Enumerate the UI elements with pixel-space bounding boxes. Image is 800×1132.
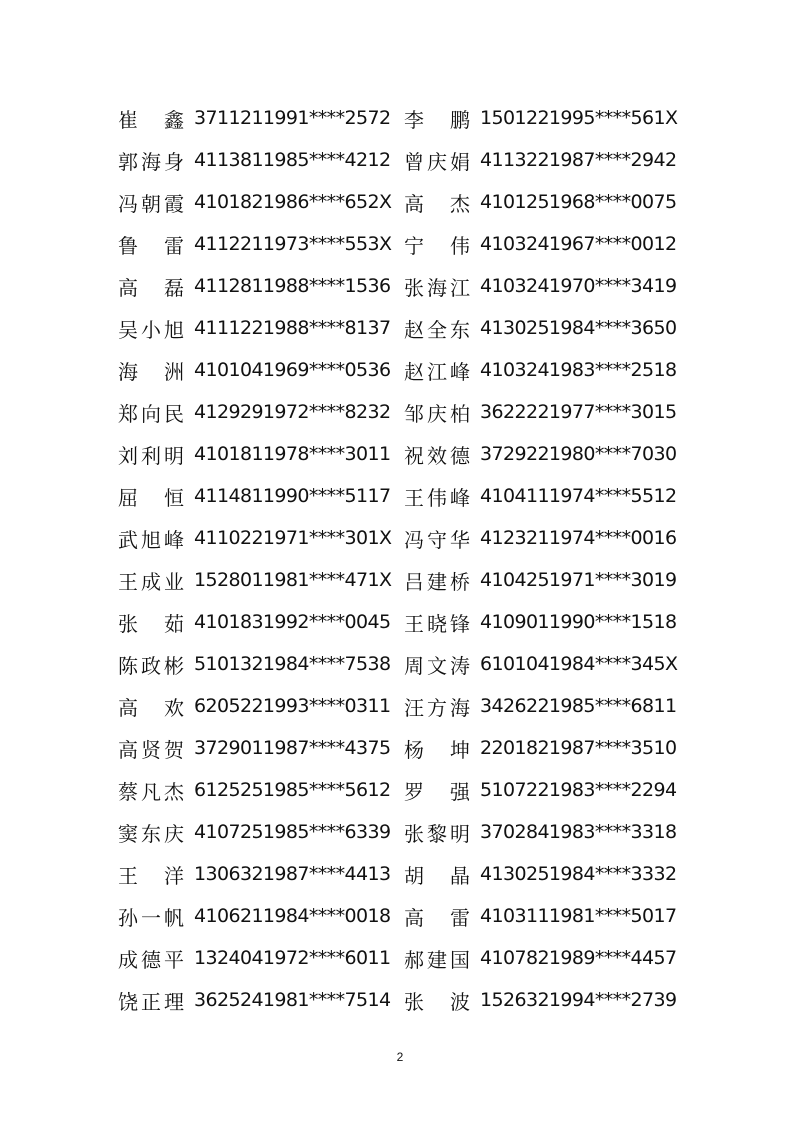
person-name: 高 雷 xyxy=(404,905,470,930)
id-number: 1306321987****4413 xyxy=(194,863,391,885)
roster-entry xyxy=(118,272,404,301)
person-name: 郝建国 xyxy=(404,947,470,972)
roster-entry xyxy=(118,944,404,973)
person-name: 张黎明 xyxy=(404,821,470,846)
person-name: 冯守华 xyxy=(404,527,470,552)
person-name: 吴小旭 xyxy=(118,317,184,342)
roster-entry xyxy=(404,230,690,259)
roster-entry xyxy=(118,230,404,259)
roster-row xyxy=(118,517,718,559)
id-number: 4103241967****0012 xyxy=(480,233,677,255)
person-name: 崔 鑫 xyxy=(118,107,184,132)
person-name: 王伟峰 xyxy=(404,485,470,510)
roster-row xyxy=(118,643,718,685)
id-number: 4101251968****0075 xyxy=(480,191,677,213)
person-name: 张 波 xyxy=(404,989,470,1014)
id-number: 5107221983****2294 xyxy=(480,779,677,801)
person-name: 海 洲 xyxy=(118,359,184,384)
roster-entry xyxy=(404,818,690,847)
person-name: 祝效德 xyxy=(404,443,470,468)
id-number: 4106211984****0018 xyxy=(194,905,391,927)
roster-list xyxy=(118,97,718,1021)
id-number: 3702841983****3318 xyxy=(480,821,677,843)
roster-entry xyxy=(404,104,690,133)
roster-entry xyxy=(118,692,404,721)
roster-row xyxy=(118,391,718,433)
page-number: 2 xyxy=(396,1050,404,1064)
id-number: 4114811990****5117 xyxy=(194,485,391,507)
id-number: 4111221988****8137 xyxy=(194,317,391,339)
id-number: 4129291972****8232 xyxy=(194,401,391,423)
roster-entry xyxy=(404,776,690,805)
person-name: 罗 强 xyxy=(404,779,470,804)
person-name: 赵江峰 xyxy=(404,359,470,384)
id-number: 2201821987****3510 xyxy=(480,737,677,759)
roster-row xyxy=(118,811,718,853)
id-number: 1528011981****471X xyxy=(194,569,392,591)
person-name: 杨 坤 xyxy=(404,737,470,762)
person-name: 冯朝霞 xyxy=(118,191,184,216)
roster-entry xyxy=(404,314,690,343)
id-number: 6125251985****5612 xyxy=(194,779,391,801)
roster-entry xyxy=(118,188,404,217)
roster-row xyxy=(118,181,718,223)
roster-row xyxy=(118,685,718,727)
roster-entry xyxy=(118,776,404,805)
roster-entry xyxy=(404,734,690,763)
roster-row xyxy=(118,853,718,895)
id-number: 4112811988****1536 xyxy=(194,275,391,297)
id-number: 4103241983****2518 xyxy=(480,359,677,381)
id-number: 1526321994****2739 xyxy=(480,989,677,1011)
roster-row xyxy=(118,559,718,601)
person-name: 王晓锋 xyxy=(404,611,470,636)
roster-entry xyxy=(404,860,690,889)
roster-entry xyxy=(118,104,404,133)
id-number: 1501221995****561X xyxy=(480,107,678,129)
person-name: 胡 晶 xyxy=(404,863,470,888)
id-number: 4130251984****3650 xyxy=(480,317,677,339)
person-name: 武旭峰 xyxy=(118,527,184,552)
person-name: 刘利明 xyxy=(118,443,184,468)
id-number: 4101041969****0536 xyxy=(194,359,391,381)
person-name: 曾庆娟 xyxy=(404,149,470,174)
roster-entry xyxy=(404,272,690,301)
person-name: 汪方海 xyxy=(404,695,470,720)
roster-row xyxy=(118,979,718,1021)
id-number: 4113811985****4212 xyxy=(194,149,391,171)
roster-row xyxy=(118,97,718,139)
person-name: 宁 伟 xyxy=(404,233,470,258)
id-number: 4103241970****3419 xyxy=(480,275,677,297)
id-number: 1324041972****6011 xyxy=(194,947,391,969)
id-number: 3711211991****2572 xyxy=(194,107,391,129)
person-name: 高 欢 xyxy=(118,695,184,720)
person-name: 张 茹 xyxy=(118,611,184,636)
roster-entry xyxy=(404,986,690,1015)
roster-row xyxy=(118,937,718,979)
roster-entry xyxy=(118,902,404,931)
roster-entry xyxy=(404,608,690,637)
person-name: 张海江 xyxy=(404,275,470,300)
roster-entry xyxy=(118,356,404,385)
roster-entry xyxy=(118,860,404,889)
roster-entry xyxy=(118,734,404,763)
person-name: 王成业 xyxy=(118,569,184,594)
person-name: 周文涛 xyxy=(404,653,470,678)
roster-row xyxy=(118,433,718,475)
roster-entry xyxy=(404,356,690,385)
person-name: 郑向民 xyxy=(118,401,184,426)
id-number: 4101811978****3011 xyxy=(194,443,391,465)
roster-row xyxy=(118,727,718,769)
roster-entry xyxy=(118,398,404,427)
person-name: 屈 恒 xyxy=(118,485,184,510)
person-name: 孙一帆 xyxy=(118,905,184,930)
id-number: 3729011987****4375 xyxy=(194,737,391,759)
person-name: 鲁 雷 xyxy=(118,233,184,258)
person-name: 李 鹏 xyxy=(404,107,470,132)
roster-entry xyxy=(118,440,404,469)
person-name: 高贤贺 xyxy=(118,737,184,762)
person-name: 王 洋 xyxy=(118,863,184,888)
person-name: 窦东庆 xyxy=(118,821,184,846)
person-name: 赵全东 xyxy=(404,317,470,342)
id-number: 4104251971****3019 xyxy=(480,569,677,591)
person-name: 高 杰 xyxy=(404,191,470,216)
id-number: 4123211974****0016 xyxy=(480,527,677,549)
id-number: 5101321984****7538 xyxy=(194,653,391,675)
id-number: 3729221980****7030 xyxy=(480,443,677,465)
roster-entry xyxy=(404,566,690,595)
id-number: 4112211973****553X xyxy=(194,233,392,255)
roster-entry xyxy=(404,482,690,511)
roster-entry xyxy=(404,692,690,721)
roster-row xyxy=(118,139,718,181)
id-number: 4113221987****2942 xyxy=(480,149,677,171)
roster-entry xyxy=(404,524,690,553)
roster-row xyxy=(118,307,718,349)
roster-entry xyxy=(404,944,690,973)
id-number: 6205221993****0311 xyxy=(194,695,391,717)
id-number: 6101041984****345X xyxy=(480,653,678,675)
roster-entry xyxy=(118,566,404,595)
roster-entry xyxy=(404,650,690,679)
id-number: 4103111981****5017 xyxy=(480,905,677,927)
person-name: 饶正理 xyxy=(118,989,184,1014)
roster-entry xyxy=(118,818,404,847)
roster-entry xyxy=(404,146,690,175)
person-name: 郭海身 xyxy=(118,149,184,174)
id-number: 3625241981****7514 xyxy=(194,989,391,1011)
id-number: 4107251985****6339 xyxy=(194,821,391,843)
roster-entry xyxy=(404,440,690,469)
roster-row xyxy=(118,349,718,391)
roster-entry xyxy=(118,524,404,553)
roster-row xyxy=(118,475,718,517)
roster-row xyxy=(118,601,718,643)
id-number: 4110221971****301X xyxy=(194,527,392,549)
roster-row xyxy=(118,223,718,265)
roster-entry xyxy=(118,314,404,343)
id-number: 4101821986****652X xyxy=(194,191,392,213)
roster-row xyxy=(118,265,718,307)
roster-entry xyxy=(118,986,404,1015)
roster-entry xyxy=(118,482,404,511)
person-name: 蔡凡杰 xyxy=(118,779,184,804)
roster-entry xyxy=(118,650,404,679)
person-name: 邹庆柏 xyxy=(404,401,470,426)
id-number: 4109011990****1518 xyxy=(480,611,677,633)
roster-entry xyxy=(404,398,690,427)
roster-entry xyxy=(404,188,690,217)
roster-entry xyxy=(118,146,404,175)
person-name: 陈政彬 xyxy=(118,653,184,678)
person-name: 吕建桥 xyxy=(404,569,470,594)
id-number: 3622221977****3015 xyxy=(480,401,677,423)
roster-entry xyxy=(118,608,404,637)
id-number: 4130251984****3332 xyxy=(480,863,677,885)
id-number: 4101831992****0045 xyxy=(194,611,391,633)
roster-row xyxy=(118,895,718,937)
id-number: 4104111974****5512 xyxy=(480,485,677,507)
id-number: 3426221985****6811 xyxy=(480,695,677,717)
id-number: 4107821989****4457 xyxy=(480,947,677,969)
roster-entry xyxy=(404,902,690,931)
person-name: 成德平 xyxy=(118,947,184,972)
person-name: 高 磊 xyxy=(118,275,184,300)
roster-row xyxy=(118,769,718,811)
